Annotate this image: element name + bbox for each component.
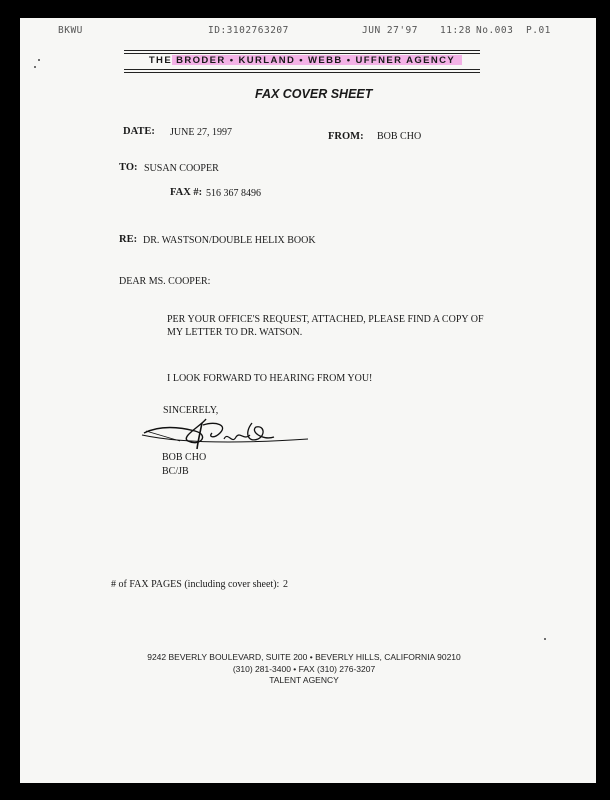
fax-number: No.003 bbox=[476, 25, 514, 36]
footer-agency-type: TALENT AGENCY bbox=[269, 675, 339, 685]
salutation: DEAR MS. COOPER: bbox=[119, 276, 211, 287]
signer-name: BOB CHO bbox=[162, 452, 207, 463]
fax-page-number: P.01 bbox=[526, 25, 551, 36]
signature bbox=[140, 411, 310, 453]
typist-initials: BC/JB bbox=[162, 466, 189, 477]
fax-number-value: 516 367 8496 bbox=[206, 188, 261, 199]
speck-mark bbox=[34, 66, 36, 68]
fax-id: ID:3102763207 bbox=[208, 25, 289, 36]
footer-address: 9242 BEVERLY BOULEVARD, SUITE 200 • BEVERLY HILLS, CALIFORNIA 90210 bbox=[147, 652, 461, 662]
to-label: TO: bbox=[119, 162, 138, 173]
closing: SINCERELY, bbox=[163, 405, 219, 416]
re-value: DR. WASTSON/DOUBLE HELIX BOOK bbox=[143, 235, 316, 246]
body-line: I LOOK FORWARD TO HEARING FROM YOU! bbox=[167, 373, 373, 384]
fax-pages-label: # of FAX PAGES (including cover sheet): bbox=[111, 579, 280, 590]
document-title: FAX COVER SHEET bbox=[255, 87, 373, 101]
body-line: PER YOUR OFFICE'S REQUEST, ATTACHED, PLEASE FIND A COPY OF bbox=[167, 314, 484, 325]
re-label: RE: bbox=[119, 234, 138, 245]
date-value: JUNE 27, 1997 bbox=[170, 127, 232, 138]
letterhead-bottom-rule bbox=[124, 72, 480, 73]
fax-pages-count: 2 bbox=[283, 579, 288, 590]
letterhead-top-rule-thin bbox=[124, 53, 480, 54]
from-value: BOB CHO bbox=[377, 131, 422, 142]
letterhead-top-rule bbox=[124, 50, 480, 51]
from-label: FROM: bbox=[328, 131, 364, 142]
speck-mark bbox=[38, 59, 40, 61]
speck-mark bbox=[544, 638, 546, 640]
letterhead-bottom-rule-thin bbox=[124, 69, 480, 70]
agency-name: THE BRODER • KURLAND • WEBB • UFFNER AGENCY bbox=[148, 55, 456, 66]
fax-page bbox=[20, 18, 596, 783]
footer-phone-fax: (310) 281-3400 • FAX (310) 276-3207 bbox=[232, 664, 376, 674]
fax-number-label: FAX #: bbox=[170, 187, 203, 198]
to-value: SUSAN COOPER bbox=[144, 163, 219, 174]
fax-sender-code: BKWU bbox=[58, 25, 83, 36]
date-label: DATE: bbox=[123, 126, 155, 137]
fax-time: 11:28 bbox=[440, 25, 472, 36]
body-line: MY LETTER TO DR. WATSON. bbox=[167, 327, 303, 338]
fax-date: JUN 27'97 bbox=[362, 25, 418, 36]
